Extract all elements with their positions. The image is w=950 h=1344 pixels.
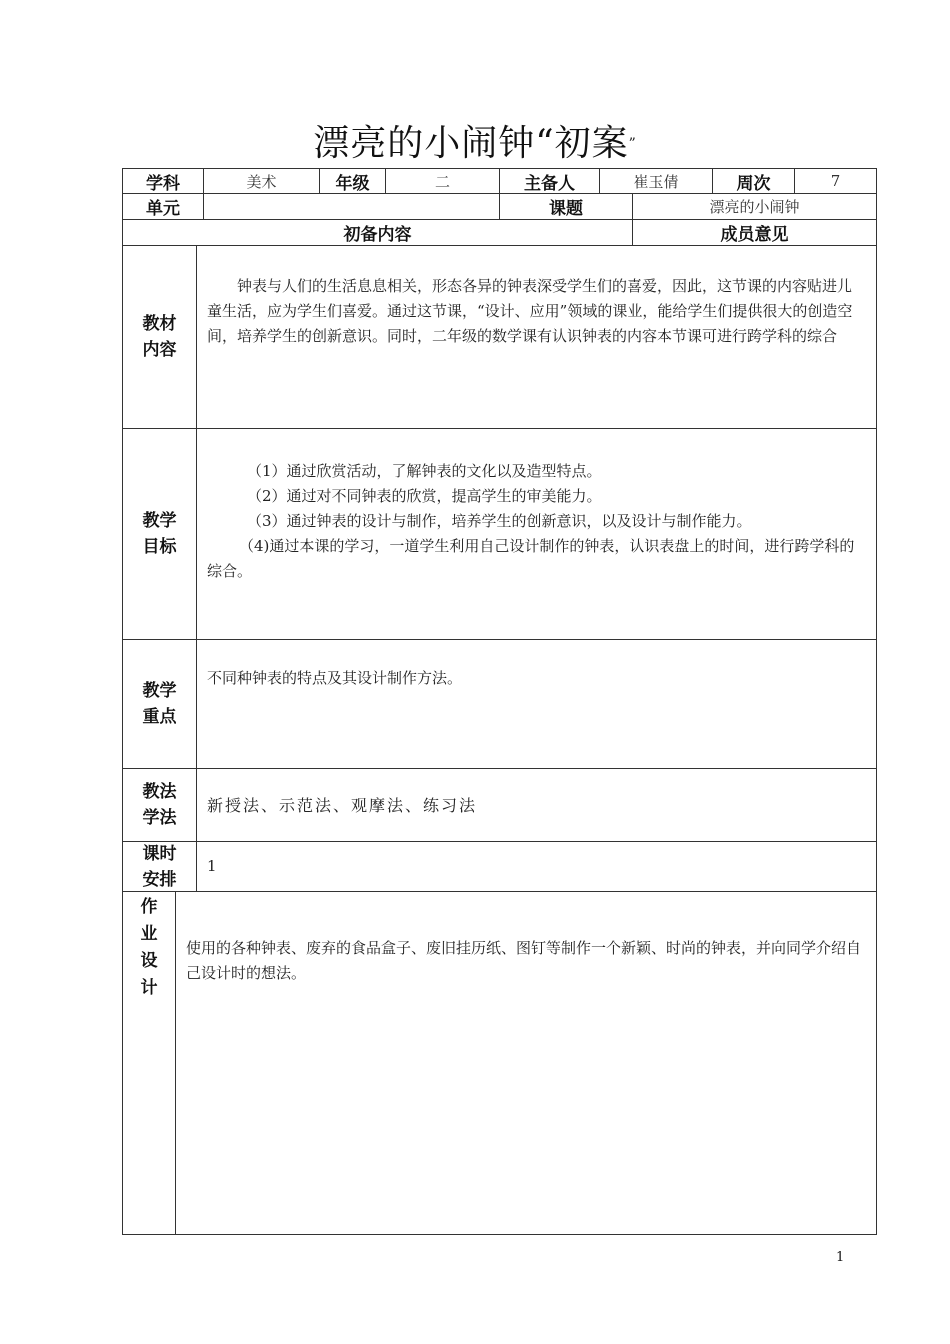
teaching-methods-cell (197, 769, 876, 842)
member-opinion-header: 成员意见 (633, 220, 876, 246)
homework-design-text: 使用的各种钟表、废弃的食品盒子、废旧挂历纸、图钉等制作一个新颖、时尚的钟表，并向同学介绍自己设计时的想法。 (186, 939, 862, 982)
label-line: 教学 (142, 511, 177, 531)
label-line: 目标 (142, 537, 177, 557)
homework-design-cell (176, 892, 876, 1234)
unit-value (204, 194, 500, 220)
label-line: 重点 (142, 707, 177, 727)
key-points-label (123, 640, 197, 769)
teaching-methods-text: 新授法、示范法、观摩法、练习法 (207, 795, 478, 815)
textbook-content-text: 钟表与人们的生活息息相关，形态各异的钟表深受学生们的喜爱，因此，这节课的内容贴进儿童生活，应为学生们喜爱。通过这节课，“设计、应用”领域的课业，能给学生们提供很大的创造空间，培养学生的创新意识。同时，二年级的数学课有认识钟表的内容本节课可进行跨学科的综合 (207, 277, 853, 345)
class-hours-text: 1 (207, 857, 217, 875)
textbook-content-cell (197, 246, 876, 429)
class-hours-cell (197, 842, 876, 892)
subject-value: 美术 (204, 169, 320, 194)
page-number: 1 (836, 1250, 845, 1265)
document-title (0, 122, 950, 166)
label-line: 教材 (142, 314, 177, 334)
label-char: 计 (140, 978, 158, 998)
grade-value: 二 (386, 169, 500, 194)
topic-value: 漂亮的小闹钟 (633, 194, 876, 220)
class-hours-label (123, 842, 197, 892)
week-label: 周次 (713, 169, 795, 194)
label-line: 安排 (142, 869, 177, 890)
lead-preparer-label: 主备人 (500, 169, 600, 194)
homework-design-label (123, 892, 176, 1234)
objective-item: （2）通过对不同钟表的欣赏，提高学生的审美能力。 (247, 487, 602, 505)
label-char: 业 (140, 924, 158, 944)
teaching-methods-label (123, 769, 197, 842)
objective-item: （4)通过本课的学习，一道学生利用自己设计制作的钟表，认识表盘上的时间，进行跨学科的综合。 (207, 537, 855, 580)
title-close-quote: ” (628, 136, 637, 152)
key-points-text: 不同种钟表的特点及其设计制作方法。 (207, 669, 463, 687)
title-text: 漂亮的小闹钟“初案 (313, 123, 629, 164)
teaching-objectives-cell (197, 429, 876, 640)
label-line: 教学 (142, 681, 177, 701)
label-char: 作 (140, 897, 158, 917)
label-line: 课时 (142, 843, 177, 864)
objective-item: （3）通过钟表的设计与制作，培养学生的创新意识，以及设计与制作能力。 (247, 512, 752, 530)
label-char: 设 (140, 951, 158, 971)
grade-label: 年级 (320, 169, 386, 194)
unit-label: 单元 (123, 194, 204, 220)
label-line: 学法 (142, 808, 177, 828)
subject-label: 学科 (123, 169, 204, 194)
lead-preparer-value: 崔玉倩 (600, 169, 713, 194)
label-line: 内容 (142, 340, 177, 360)
lesson-plan-table (122, 168, 877, 1235)
draft-content-header: 初备内容 (123, 220, 633, 246)
objective-item: （1）通过欣赏活动，了解钟表的文化以及造型特点。 (247, 462, 602, 480)
week-value: 7 (795, 169, 876, 194)
textbook-content-label (123, 246, 197, 429)
topic-label: 课题 (500, 194, 633, 220)
key-points-cell (197, 640, 876, 769)
teaching-objectives-label (123, 429, 197, 640)
label-line: 教法 (142, 782, 177, 802)
